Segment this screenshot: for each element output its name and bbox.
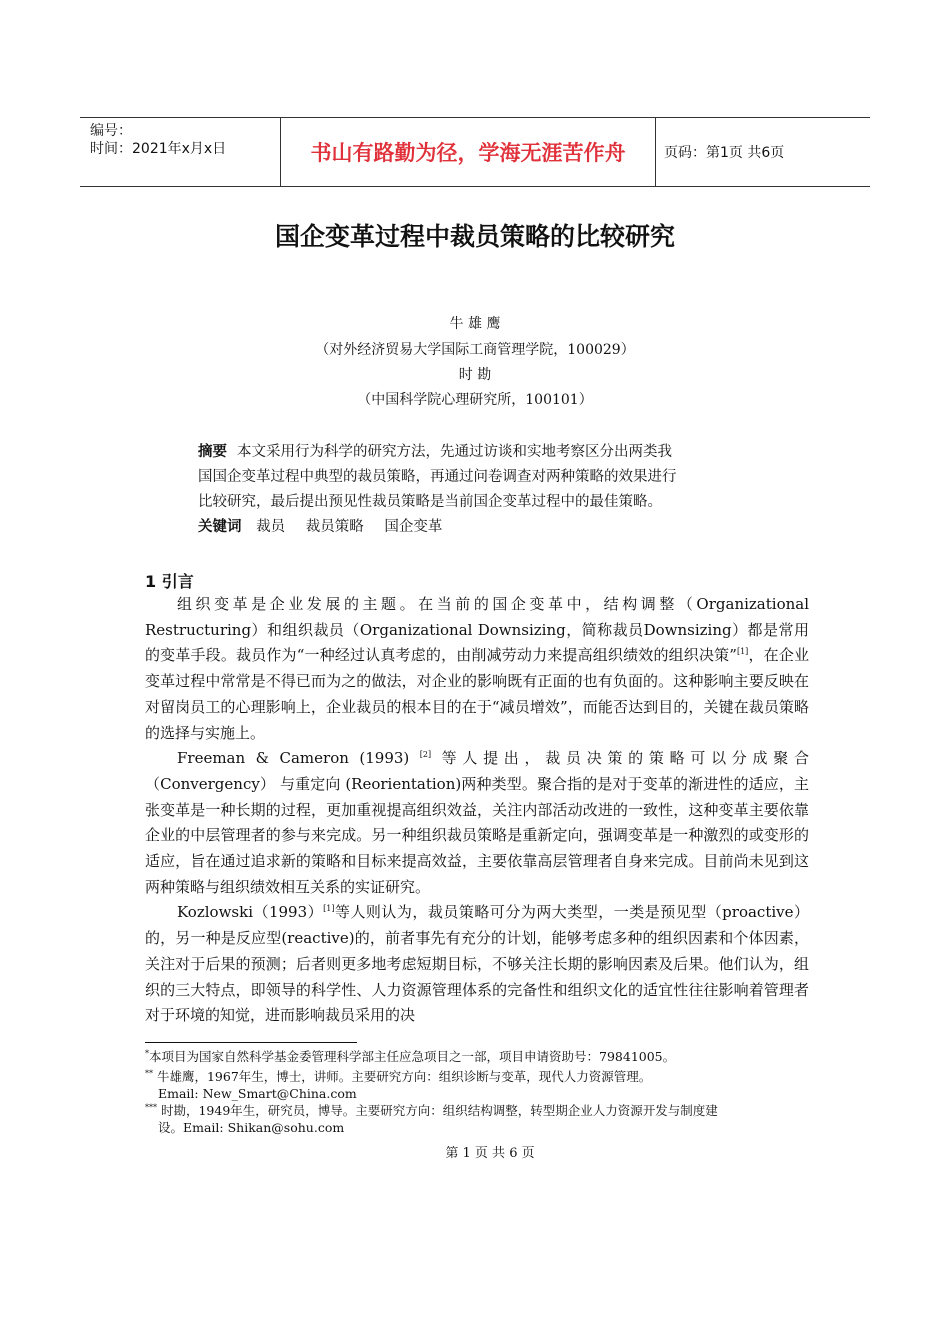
header-page-info: 页码：第1页 共6页 xyxy=(664,145,785,161)
abstract-label: 摘要 xyxy=(198,444,227,460)
keyword: 裁员策略 xyxy=(305,519,364,535)
citation: [2] xyxy=(419,750,432,760)
header-motto: 书山有路勤为径，学海无涯苦作舟 xyxy=(280,118,656,186)
header-meta xyxy=(80,118,280,186)
paragraph-2: Freeman & Cameron (1993) [2] 等人提出，裁员决策的策略可以分成聚合（Convergency） 与重定向 (Reorientation)两种类型。聚合指的是对于变革的渐进性的适应，主张变革是一种长期的过程，更加重视提高组织效益，关注内部活动改进的一致性，这种变革主要依靠企业的中层管理者的参与来完成。另一种组织裁员策略是重新定向，强调变革是一种激烈的或变形的适应，旨在通过追求新的策略和目标来提高效益，主要依靠高层管理者自身来完成。目前尚未见到这两种策略与组织绩效相互关系的实证研究。 xyxy=(145,749,809,896)
citation: [1] xyxy=(323,904,335,914)
paper-title: 国企变革过程中裁员策略的比较研究 xyxy=(274,222,675,251)
keyword: 国企变革 xyxy=(384,519,443,535)
abstract-line-3: 比较研究，最后提出预见性裁员策略是当前国企变革过程中的最佳策略。 xyxy=(198,494,662,510)
keywords xyxy=(198,515,758,540)
author-affiliation-1: （对外经济贸易大学国际工商管理学院，100029） xyxy=(315,342,635,358)
author-name-2: 时 勘 xyxy=(458,367,492,383)
paragraph-3: Kozlowski（1993）[1]等人则认为，裁员策略可分为两大类型，一类是预见型（proactive）的，另一种是反应型(reactive)的，前者事先有充分的计划，能够考虑多种的组织因素和个体因素，关注对于后果的预测；后者则更多地考虑短期目标，不够关注长期的影响因素及后果。他们认为，组织的三大特点，即领导的科学性、人力资源管理体系的完备性和组织文化的适宜性往往影响着管理者对于环境的知觉，进而影响裁员采用的决 xyxy=(145,903,809,1025)
footnote-divider xyxy=(145,1042,357,1043)
time-label: 时间：2021年x月x日 xyxy=(90,141,227,157)
section-heading: 1 引言 xyxy=(145,572,194,591)
author-affiliation-2: （中国科学院心理研究所，100101） xyxy=(357,392,593,408)
citation: [1] xyxy=(736,647,749,657)
keywords-label: 关键词 xyxy=(198,519,242,535)
keyword: 裁员 xyxy=(256,519,286,535)
page-footer: 第 1 页 共 6 页 xyxy=(445,1146,535,1161)
body-text xyxy=(145,592,809,1029)
footnote-2: ** 牛雄鹰，1967年生，博士，讲师。主要研究方向：组织诊断与变革，现代人力资源管理。 xyxy=(145,1068,652,1084)
page-header xyxy=(80,117,870,187)
footnote-1: *本项目为国家自然科学基金委管理科学部主任应急项目之一部，项目申请资助号：79841005。 xyxy=(145,1048,676,1064)
abstract-line-2: 国国企变革过程中典型的裁员策略，再通过问卷调查对两种策略的效果进行 xyxy=(198,469,677,485)
footnote-2-email: Email: New_Smart@China.com xyxy=(158,1086,357,1101)
paragraph-1: 组织变革是企业发展的主题。在当前的国企变革中，结构调整（Organizational Restructuring）和组织裁员（Organizational Downsizing，简称裁员Downsizing）都是常用的变革手段。裁员作为“一种经过认真考虑的，由削减劳动力来提高组织绩效的组织决策”[1]，在企业变革过程中常常是不得已而为之的做法，对企业的影响既有正面的也有负面的。这种影响主要反映在对留岗员工的心理影响上，企业裁员的根本目的在于“减员增效”，而能否达到目的，关键在裁员策略的选择与实施上。 xyxy=(145,595,809,742)
abstract xyxy=(198,440,758,540)
abstract-line-1: 摘要 本文采用行为科学的研究方法，先通过访谈和实地考察区分出两类我 xyxy=(198,444,672,460)
author-name-1: 牛 雄 鹰 xyxy=(449,316,501,332)
number-label: 编号： xyxy=(90,123,132,139)
footnote-3-cont: 设。Email: Shikan@sohu.com xyxy=(158,1120,345,1135)
footnote-3: *** 时勘，1949年生，研究员，博导。主要研究方向：组织结构调整，转型期企业人力资源开发与制度建 xyxy=(145,1102,718,1118)
